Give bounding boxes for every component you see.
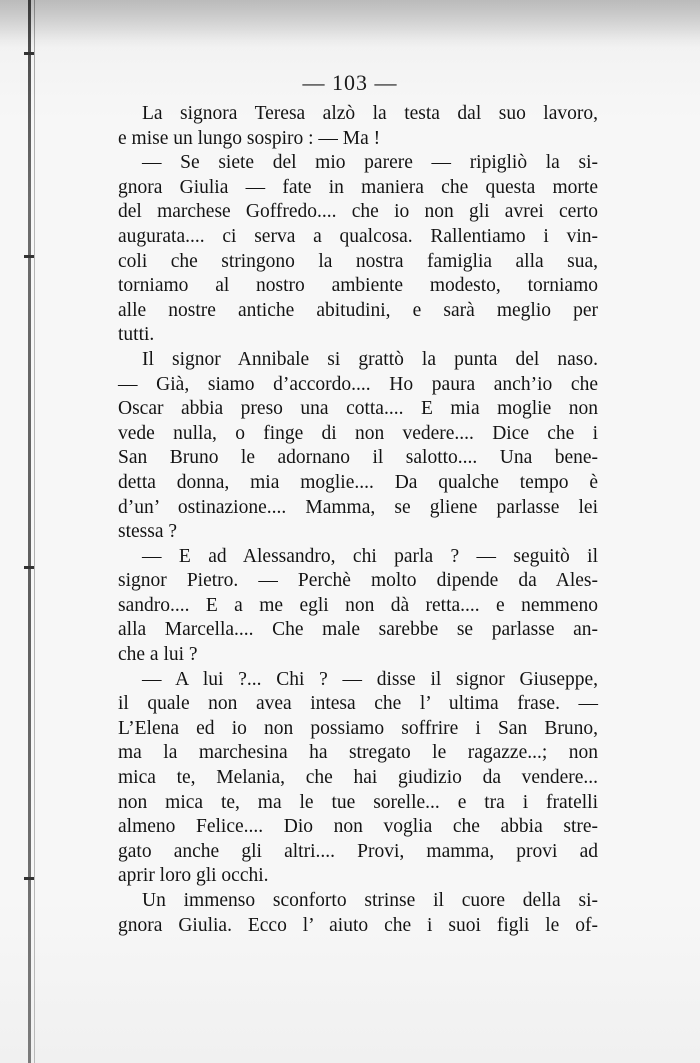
text-line: il quale non avea intesa che l’ ultima frase. — bbox=[118, 693, 598, 715]
text-line: alla Marcella.... Che male sarebbe se parlasse an- bbox=[118, 619, 598, 641]
text-line: mica te, Melania, che hai giudizio da vendere... bbox=[118, 767, 598, 789]
body-text bbox=[118, 102, 598, 938]
text-line: tutti. bbox=[118, 324, 155, 346]
text-line: ma la marchesina ha stregato le ragazze...; non bbox=[118, 742, 598, 764]
text-line: L’Elena ed io non possiamo soffrire i San Bruno, bbox=[118, 717, 598, 739]
text-line: aprir loro gli occhi. bbox=[118, 865, 269, 887]
binding-mark bbox=[24, 255, 34, 258]
page-top-shadow bbox=[0, 0, 700, 48]
text-line: signor Pietro. — Perchè molto dipende da Ales- bbox=[118, 570, 598, 592]
text-line: San Bruno le adornano il salotto.... Una bene- bbox=[118, 447, 598, 469]
text-line: — E ad Alessandro, chi parla ? — seguitò il bbox=[142, 545, 598, 567]
text-line: torniamo al nostro ambiente modesto, torniamo bbox=[118, 275, 598, 297]
binding-mark bbox=[24, 566, 34, 569]
text-line: almeno Felice.... Dio non voglia che abbia stre- bbox=[118, 816, 598, 838]
text-line: coli che stringono la nostra famiglia alla sua, bbox=[118, 250, 598, 272]
text-line: detta donna, mia moglie.... Da qualche tempo è bbox=[118, 471, 598, 493]
text-line: — Già, siamo d’accordo.... Ho paura anch’io che bbox=[118, 373, 598, 395]
binding-edge-inner bbox=[34, 0, 35, 1063]
text-line: che a lui ? bbox=[118, 644, 198, 666]
text-line: gnora Giulia. Ecco l’ aiuto che i suoi figli le of- bbox=[118, 914, 598, 936]
text-line: — Se siete del mio parere — ripigliò la si- bbox=[142, 152, 598, 174]
text-line: d’un’ ostinazione.... Mamma, se gliene parlasse lei bbox=[118, 496, 598, 518]
binding-mark bbox=[24, 52, 34, 55]
page-number: — 103 — bbox=[302, 70, 398, 95]
text-line: augurata.... ci serva a qualcosa. Rallentiamo i vin- bbox=[118, 225, 598, 247]
text-line: alle nostre antiche abitudini, e sarà meglio per bbox=[118, 299, 598, 321]
text-line: gnora Giulia — fate in maniera che questa morte bbox=[118, 176, 598, 198]
text-line: — A lui ?... Chi ? — disse il signor Giuseppe, bbox=[142, 668, 598, 690]
text-line: non mica te, ma le tue sorelle... e tra i fratelli bbox=[118, 791, 598, 813]
text-line: Oscar abbia preso una cotta.... E mia moglie non bbox=[118, 398, 598, 420]
text-line: La signora Teresa alzò la testa dal suo lavoro, bbox=[142, 103, 598, 124]
text-line: vede nulla, o finge di non vedere.... Dice che i bbox=[118, 422, 598, 444]
text-line: Il signor Annibale si grattò la punta del naso. bbox=[142, 348, 598, 370]
text-line: del marchese Goffredo.... che io non gli avrei certo bbox=[118, 201, 598, 223]
binding-mark bbox=[24, 877, 34, 880]
text-line: Un immenso sconforto strinse il cuore della si- bbox=[142, 890, 598, 911]
text-line: e mise un lungo sospiro : — Ma ! bbox=[118, 127, 381, 149]
text-line: sandro.... E a me egli non dà retta.... e nemmeno bbox=[118, 594, 598, 616]
text-line: stessa ? bbox=[118, 521, 178, 543]
text-line: gato anche gli altri.... Provi, mamma, provi ad bbox=[118, 840, 598, 862]
binding-edge bbox=[28, 0, 31, 1063]
